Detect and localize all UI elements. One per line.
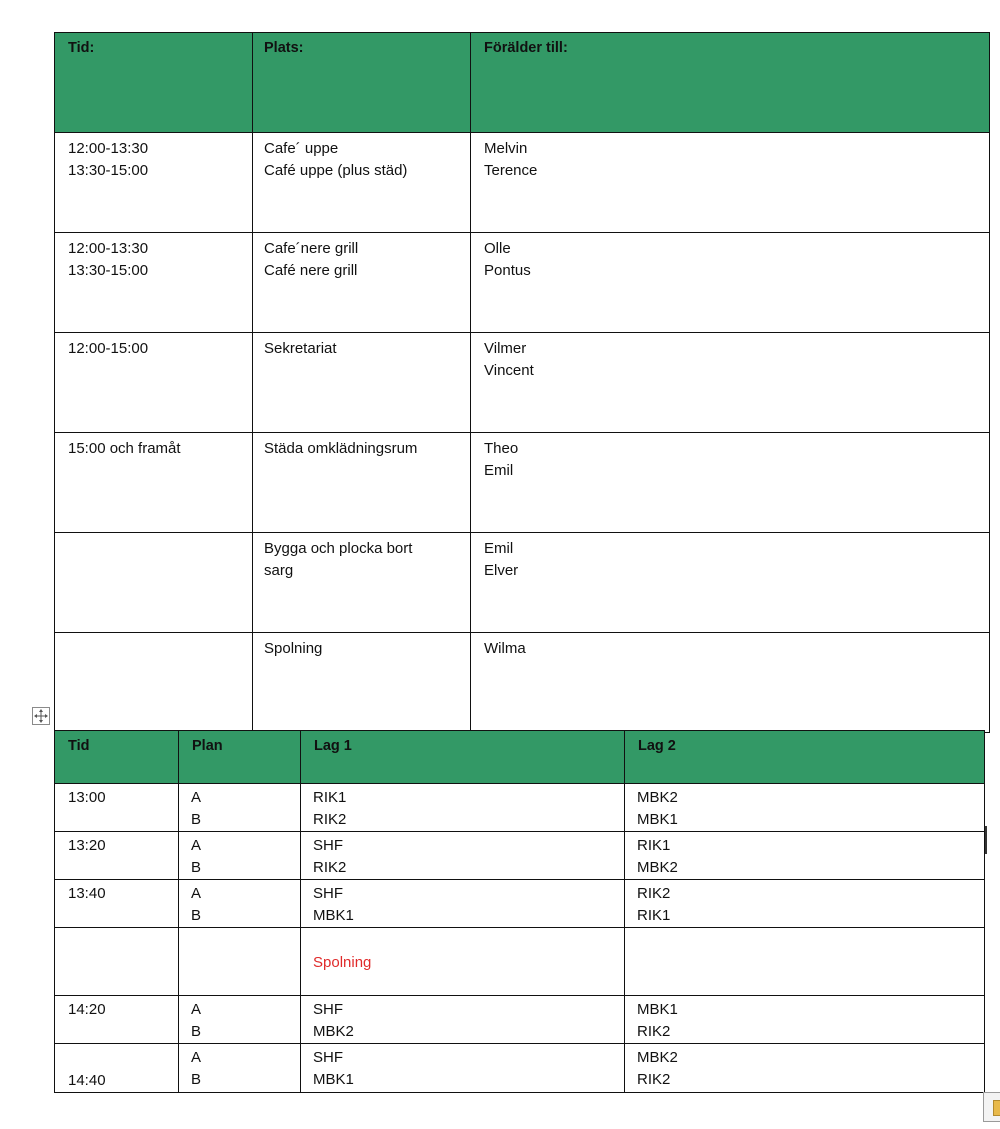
lag2-cell[interactable] — [625, 928, 985, 996]
schedule-row — [55, 433, 990, 533]
header-tid: Tid — [55, 731, 179, 784]
lag2-cell[interactable]: RIK1 MBK2 — [625, 832, 985, 880]
plats-cell[interactable]: Sekretariat — [253, 333, 471, 433]
move-arrows-icon[interactable] — [32, 707, 50, 725]
match-row — [55, 832, 985, 880]
schedule-row — [55, 233, 990, 333]
tid-cell[interactable]: 13:20 — [55, 832, 179, 880]
header-lag2: Lag 2 — [625, 731, 985, 784]
lag2-cell[interactable]: MBK2 MBK1 — [625, 784, 985, 832]
header-foralder: Förälder till: — [471, 33, 990, 133]
spolning-row — [55, 928, 985, 996]
match-row — [55, 1044, 985, 1093]
lag1-cell[interactable]: RIK1 RIK2 — [301, 784, 625, 832]
lag1-cell[interactable]: SHF MBK2 — [301, 996, 625, 1044]
lag1-cell[interactable]: SHF RIK2 — [301, 832, 625, 880]
lag1-cell[interactable]: SHF MBK1 — [301, 1044, 625, 1093]
match-table — [54, 730, 985, 1093]
clipboard-icon — [993, 1100, 1000, 1116]
lag1-cell[interactable] — [301, 928, 625, 996]
tid-cell[interactable]: 13:00 — [55, 784, 179, 832]
header-plats: Plats: — [253, 33, 471, 133]
match-header-row — [55, 731, 985, 784]
header-tid: Tid: — [55, 33, 253, 133]
lag2-cell[interactable]: MBK2 RIK2 — [625, 1044, 985, 1093]
foralder-cell[interactable]: Melvin Terence — [471, 133, 990, 233]
text-cursor — [985, 826, 987, 854]
foralder-cell[interactable]: Olle Pontus — [471, 233, 990, 333]
foralder-cell[interactable]: Theo Emil — [471, 433, 990, 533]
tid-cell[interactable]: 12:00-13:30 13:30-15:00 — [55, 233, 253, 333]
schedule-header-row — [55, 33, 990, 133]
plan-cell[interactable]: A B — [179, 880, 301, 928]
match-row — [55, 880, 985, 928]
tid-cell[interactable] — [55, 533, 253, 633]
plan-cell[interactable]: A B — [179, 832, 301, 880]
plats-cell[interactable]: Städa omklädningsrum — [253, 433, 471, 533]
tid-cell[interactable]: 14:20 — [55, 996, 179, 1044]
plats-cell[interactable]: Cafe´nere grill Café nere grill — [253, 233, 471, 333]
tid-cell[interactable]: 15:00 och framåt — [55, 433, 253, 533]
lag2-cell[interactable]: RIK2 RIK1 — [625, 880, 985, 928]
schedule-row — [55, 533, 990, 633]
foralder-cell[interactable]: Emil Elver — [471, 533, 990, 633]
match-row — [55, 996, 985, 1044]
match-row — [55, 784, 985, 832]
tid-cell[interactable]: 12:00-13:30 13:30-15:00 — [55, 133, 253, 233]
tid-cell[interactable]: 13:40 — [55, 880, 179, 928]
lag1-cell[interactable]: SHF MBK1 — [301, 880, 625, 928]
plats-cell[interactable]: Cafe´ uppe Café uppe (plus städ) — [253, 133, 471, 233]
schedule-row — [55, 133, 990, 233]
spolning-label: Spolning — [313, 954, 372, 971]
plan-cell[interactable]: A B — [179, 996, 301, 1044]
foralder-cell[interactable]: Vilmer Vincent — [471, 333, 990, 433]
plan-cell[interactable] — [179, 928, 301, 996]
header-plan: Plan — [179, 731, 301, 784]
plats-cell[interactable]: Spolning — [253, 633, 471, 733]
paste-options-icon[interactable] — [983, 1092, 1000, 1122]
schedule-table — [54, 32, 990, 733]
tid-cell[interactable] — [55, 633, 253, 733]
foralder-cell[interactable]: Wilma — [471, 633, 990, 733]
header-lag1: Lag 1 — [301, 731, 625, 784]
lag2-cell[interactable]: MBK1 RIK2 — [625, 996, 985, 1044]
plan-cell[interactable]: A B — [179, 784, 301, 832]
tid-cell[interactable]: 14:40 — [55, 1044, 179, 1093]
plan-cell[interactable]: A B — [179, 1044, 301, 1093]
schedule-row — [55, 633, 990, 733]
tid-cell[interactable]: 12:00-15:00 — [55, 333, 253, 433]
tid-cell[interactable] — [55, 928, 179, 996]
plats-cell[interactable]: Bygga och plocka bort sarg — [253, 533, 471, 633]
schedule-row — [55, 333, 990, 433]
